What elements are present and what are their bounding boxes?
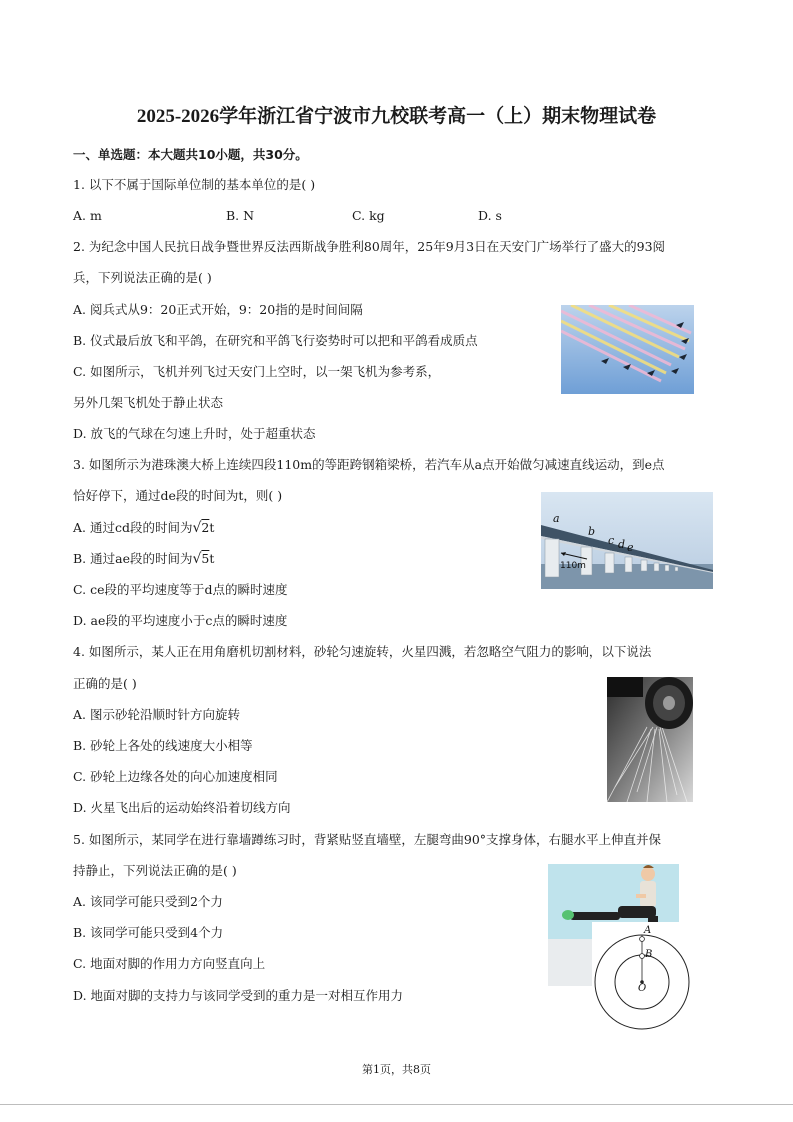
grinder-figure: [607, 677, 693, 802]
q3-option-d: D. ae段的平均速度小于c点的瞬时速度: [73, 613, 288, 628]
question-3-stem-line2: 恰好停下，通过de段的时间为t，则( ): [73, 488, 283, 503]
q4-option-c: C. 砂轮上边缘各处的向心加速度相同: [73, 769, 278, 784]
q2-option-a: A. 阅兵式从9：20正式开始，9：20指的是时间间隔: [73, 302, 363, 317]
q4-option-a: A. 图示砂轮沿顺时针方向旋转: [73, 707, 240, 722]
bridge-span-label: 110m: [560, 561, 586, 571]
q4-option-b: B. 砂轮上各处的线速度大小相等: [73, 738, 253, 753]
question-1-stem: 1. 以下不属于国际单位制的基本单位的是( ): [73, 177, 316, 192]
bridge-label-e: e: [627, 541, 634, 554]
section-heading: 一、单选题：本大题共10小题，共30分。: [73, 147, 308, 162]
q1-option-d: D. s: [478, 208, 502, 223]
question-2-stem-line1: 2. 为纪念中国人民抗日战争暨世界反法西斯战争胜利80周年，25年9月3日在天安门广场举行了盛大的93阅: [73, 239, 666, 254]
question-5-stem-line2: 持静止，下列说法正确的是( ): [73, 863, 237, 878]
q2-option-c: C. 如图所示，飞机并列飞过天安门上空时，以一架飞机为参考系，: [73, 364, 441, 379]
q2-option-c-cont: 另外几架飞机处于静止状态: [73, 395, 224, 410]
circle-label-o: O: [638, 983, 647, 994]
q3-option-c: C. ce段的平均速度等于d点的瞬时速度: [73, 582, 288, 597]
q5-option-c: C. 地面对脚的作用力方向竖直向上: [73, 956, 266, 971]
question-5-stem-line1: 5. 如图所示，某同学在进行靠墙蹲练习时，背紧贴竖直墙壁，左腿弯曲90°支撑身体，右腿水平上伸直并保: [73, 832, 662, 847]
circle-label-a: A: [644, 925, 652, 936]
q5-option-b: B. 该同学可能只受到4个力: [73, 925, 224, 940]
question-2-stem-line2: 兵，下列说法正确的是( ): [73, 270, 212, 285]
bridge-label-c: c: [608, 534, 615, 547]
q3-option-a: A. 通过cd段的时间为√2t: [73, 520, 215, 536]
bridge-figure: [541, 492, 713, 589]
circle-label-b: B: [645, 949, 653, 960]
question-4-stem-line2: 正确的是( ): [73, 676, 137, 691]
circle-diagram: [592, 922, 696, 1030]
q2-option-b: B. 仪式最后放飞和平鸽，在研究和平鸽飞行姿势时可以把和平鸽看成质点: [73, 333, 478, 348]
q5-option-a: A. 该同学可能只受到2个力: [73, 894, 223, 909]
q4-option-d: D. 火星飞出后的运动始终沿着切线方向: [73, 800, 291, 815]
bridge-label-b: b: [588, 525, 596, 538]
q3-option-b: B. 通过ae段的时间为√5t: [73, 551, 215, 567]
paper-title: 2025-2026学年浙江省宁波市九校联考高一（上）期末物理试卷: [136, 106, 657, 127]
bridge-label-d: d: [618, 538, 626, 551]
page-footer: 第1页，共8页: [362, 1063, 431, 1076]
jets-figure: [561, 305, 694, 394]
q5-option-d: D. 地面对脚的支持力与该同学受到的重力是一对相互作用力: [73, 988, 404, 1003]
bridge-label-a: a: [553, 512, 560, 525]
bottom-divider: [0, 1104, 793, 1105]
q2-option-d: D. 放飞的气球在匀速上升时，处于超重状态: [73, 426, 316, 441]
question-4-stem-line1: 4. 如图所示，某人正在用角磨机切割材料，砂轮匀速旋转，火星四溅，若忽略空气阻力的影响，以下说法: [73, 644, 652, 659]
q1-option-a: A. m: [73, 208, 102, 223]
q1-option-c: C. kg: [352, 208, 385, 223]
question-3-stem-line1: 3. 如图所示为港珠澳大桥上连续四段110m的等距跨钢箱梁桥，若汽车从a点开始做匀减速直线运动，到e点: [73, 457, 665, 472]
q1-option-b: B. N: [226, 208, 255, 223]
